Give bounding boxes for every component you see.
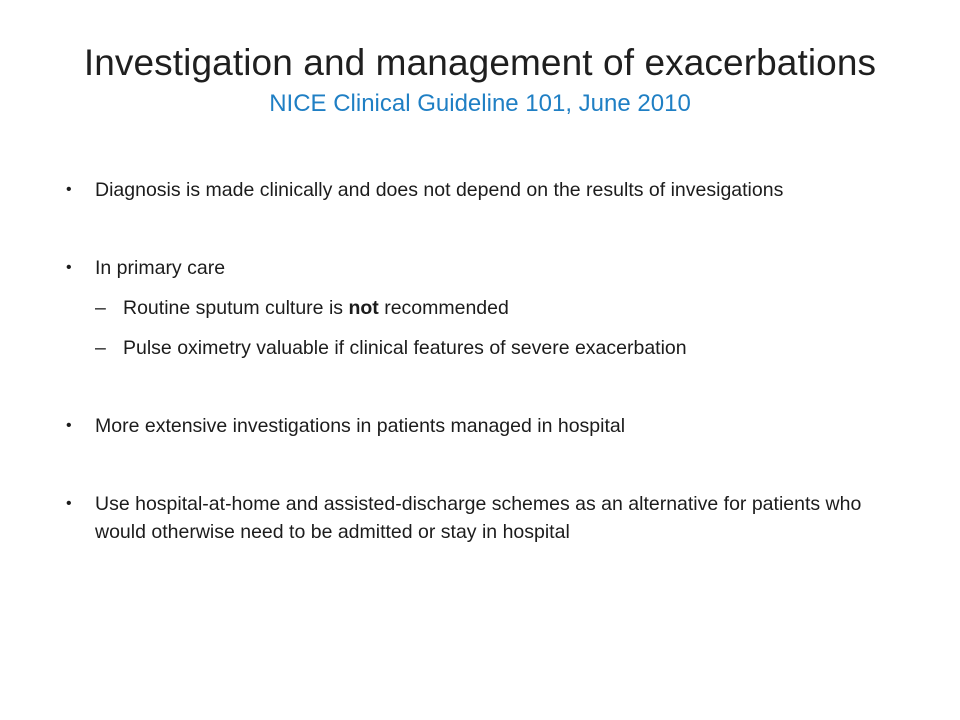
sub-bullet-text-before: Routine sputum culture is xyxy=(123,297,349,319)
bullet-item-diagnosis xyxy=(66,176,906,204)
bullet-text: In primary care xyxy=(95,257,226,279)
bullet-glyph: • xyxy=(66,181,72,198)
sub-bullet-oximetry xyxy=(66,334,906,362)
bullet-item-primary-care xyxy=(66,254,906,282)
sub-bullet-text: Pulse oximetry valuable if clinical features of severe exacerbation xyxy=(123,337,687,359)
bullet-glyph: • xyxy=(66,417,72,434)
bullet-text: More extensive investigations in patients managed in hospital xyxy=(95,415,626,437)
sub-bullet-glyph: – xyxy=(95,337,106,359)
bullet-text: Diagnosis is made clinically and does not depend on the results of invesigations xyxy=(95,179,784,201)
sub-bullet-glyph: – xyxy=(95,297,106,319)
bullet-item-hospital-at-home xyxy=(66,490,906,546)
bullet-text: Use hospital-at-home and assisted-discharge schemes as an alternative for patients who would otherwise need to be admitted or stay in hospital xyxy=(95,493,862,543)
bullet-glyph: • xyxy=(66,259,72,276)
bullet-item-hospital-investigations xyxy=(66,412,906,440)
sub-bullet-sputum xyxy=(66,294,906,322)
bullet-glyph: • xyxy=(66,495,72,512)
sub-bullet-text-after: recommended xyxy=(378,297,509,319)
slide-title: Investigation and management of exacerbations xyxy=(83,42,877,83)
sub-bullet-emphasis: not xyxy=(348,297,379,319)
title-block xyxy=(40,40,920,120)
bullet-list xyxy=(66,176,906,546)
slide-subtitle: NICE Clinical Guideline 101, June 2010 xyxy=(269,90,691,117)
